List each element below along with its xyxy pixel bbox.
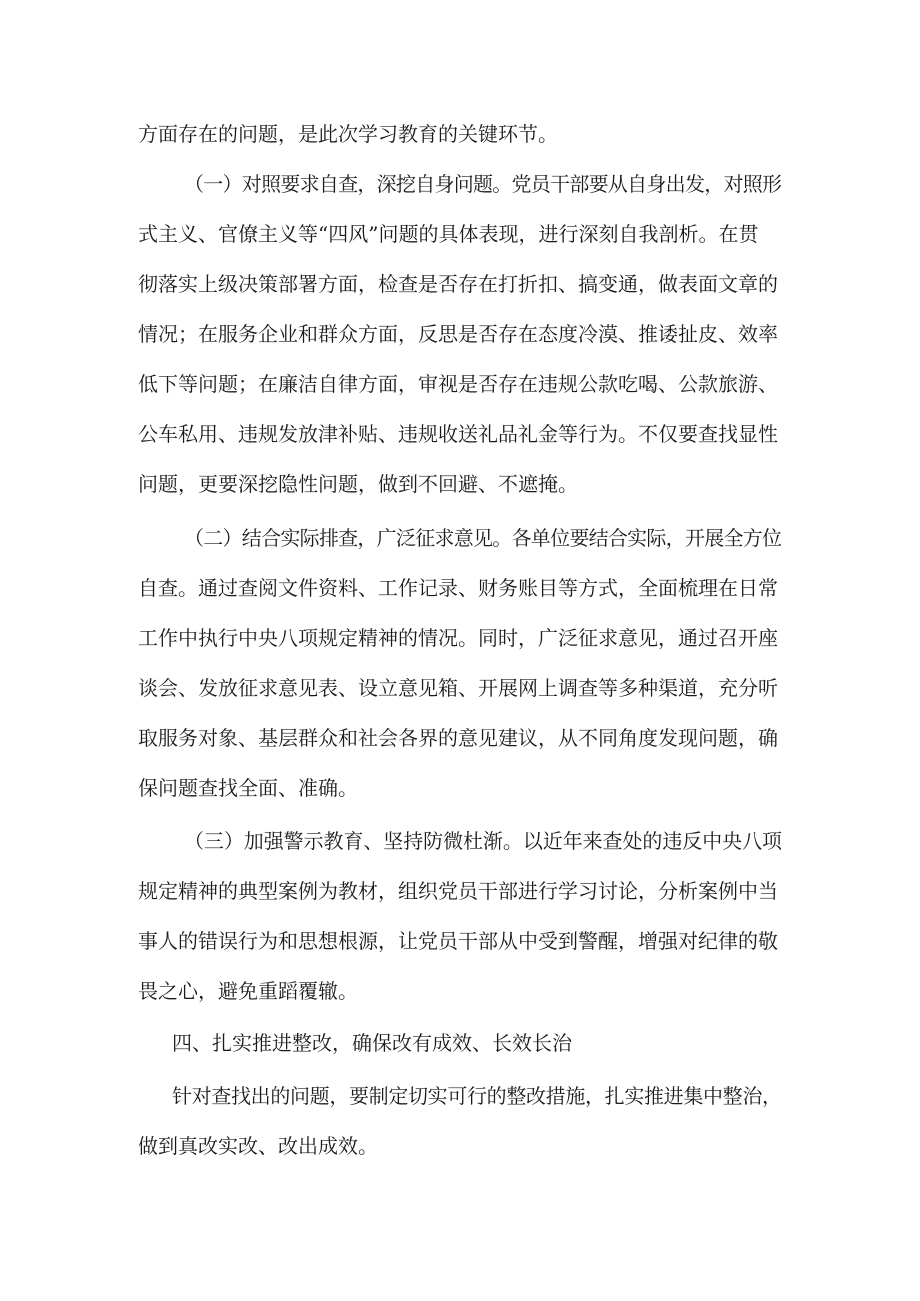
text-line: 畏之心，避免重蹈覆辙。 xyxy=(138,979,358,1003)
section-heading: 四、扎实推进整改，确保改有成效、长效长治 xyxy=(172,1031,572,1055)
text-line: 谈会、发放征求意见表、设立意见箱、开展网上调查等多种渠道，充分听 xyxy=(138,676,778,700)
text-line: 式主义、官僚主义等“四风”问题的具体表现，进行深刻自我剖析。在贯 xyxy=(138,222,759,246)
text-line: （一）对照要求自查，深挖自身问题。党员干部要从自身出发，对照形 xyxy=(184,172,782,196)
text-line: 问题，更要深挖隐性问题，做到不回避、不遮掩。 xyxy=(138,472,578,496)
text-line: （二）结合实际排查，广泛征求意见。各单位要结合实际，开展全方位 xyxy=(184,526,782,550)
text-line: 保问题查找全面、准确。 xyxy=(138,776,358,800)
text-line: （三）加强警示教育、坚持防微杜渐。以近年来查处的违反中央八项 xyxy=(184,829,782,853)
text-line: 规定精神的典型案例为教材，组织党员干部进行学习讨论，分析案例中当 xyxy=(138,879,778,903)
text-line: 取服务对象、基层群众和社会各界的意见建议，从不同角度发现问题，确 xyxy=(138,726,778,750)
text-line: 事人的错误行为和思想根源，让党员干部从中受到警醒，增强对纪律的敬 xyxy=(138,929,778,953)
text-line: 自查。通过查阅文件资料、工作记录、财务账目等方式，全面梳理在日常 xyxy=(138,576,778,600)
text-line: 情况；在服务企业和群众方面，反思是否存在态度冷漠、推诿扯皮、效率 xyxy=(138,322,778,346)
text-line: 低下等问题；在廉洁自律方面，审视是否存在违规公款吃喝、公款旅游、 xyxy=(138,372,778,396)
text-line: 工作中执行中央八项规定精神的情况。同时，广泛征求意见，通过召开座 xyxy=(138,626,778,650)
text-line: 做到真改实改、改出成效。 xyxy=(138,1134,378,1158)
text-line: 公车私用、违规发放津补贴、违规收送礼品礼金等行为。不仅要查找显性 xyxy=(138,422,778,446)
text-line: 方面存在的问题，是此次学习教育的关键环节。 xyxy=(138,122,558,146)
text-line: 针对查找出的问题，要制定切实可行的整改措施，扎实推进集中整治， xyxy=(172,1084,782,1108)
text-line: 彻落实上级决策部署方面，检查是否存在打折扣、搞变通，做表面文章的 xyxy=(138,272,778,296)
